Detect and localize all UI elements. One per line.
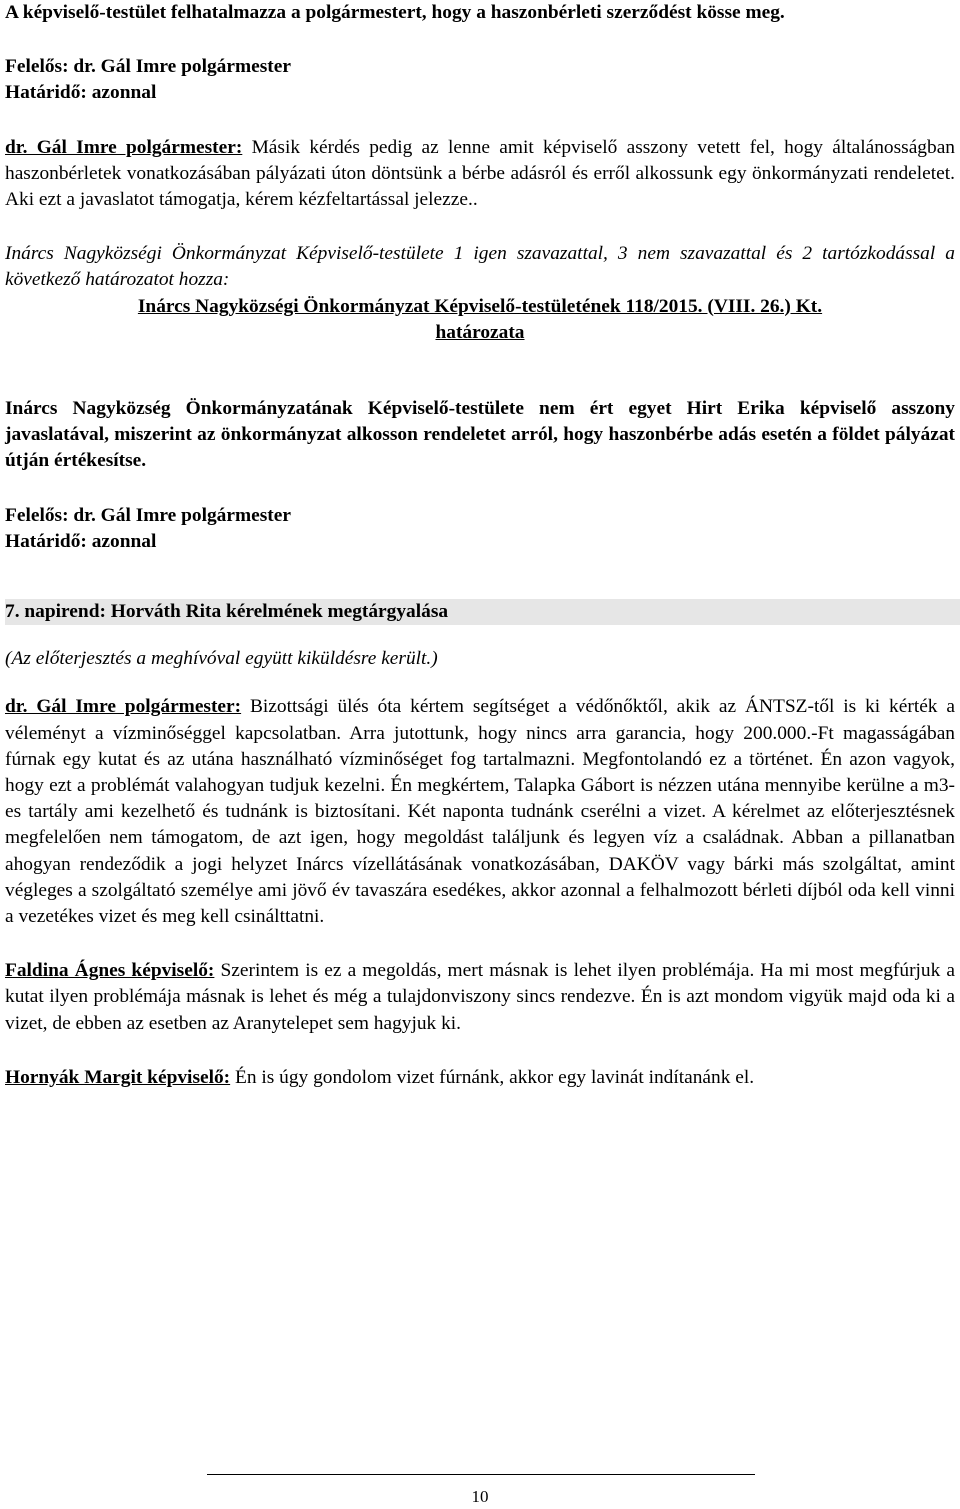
document-page: [5, 0, 955, 1091]
text-segment: Én is úgy gondolom vizet fúrnánk, akkor egy lavinát indítanánk el.: [230, 1066, 755, 1088]
resolution-body: [5, 396, 955, 475]
text-segment: határozata: [435, 321, 525, 343]
text-segment: Szerintem is ez a megoldás, mert másnak is lehet ilyen problémája. Ha mi most megfúrjuk a kutat ilyen problémája másnak is lehet és még a tulajdonviszony sincs rendezve. Én is azt mondom vigyük majd oda ki a vizet, de ebben az esetben az Aranytelepet sem hagyjuk ki.: [5, 960, 956, 1034]
mayor-question-paragraph: [5, 135, 955, 214]
text-segment: Inárcs Nagyközség Önkormányzatának Képviselő-testülete nem ért egyet Hirt Erika képviselő asszony javaslatával, miszerint az önkormányzat alkosson rendeletet arról, hogy haszonbérbe adás esetén a földet pályázat útján értékesítse.: [5, 398, 955, 472]
agenda-heading: [5, 599, 960, 625]
deadline-line-2: [5, 529, 955, 555]
text-segment: Határidő: azonnal: [5, 530, 157, 552]
text-segment: Határidő: azonnal: [5, 82, 157, 104]
agenda-note: [5, 646, 955, 672]
text-segment: (Az előterjesztés a meghívóval együtt kiküldésre került.): [5, 648, 438, 670]
text-segment: Másik kérdés pedig az lenne amit képviselő asszony vetett fel, hogy általánosságban haszonbérletek vonatkozásában pályázati úton döntsünk a bérbe adásról és erről alkossunk egy önkormányzati rendeletet. Aki ezt a javaslatot támogatja, kérem kézfeltartással jelezze..: [5, 136, 955, 211]
resolution-title: [5, 294, 955, 320]
text-segment: A képviselő-testület felhatalmazza a polgármestert, hogy a haszonbérleti szerződést kösse meg.: [5, 2, 785, 23]
speaker-label: dr. Gál Imre polgármester:: [5, 696, 242, 718]
responsible-line-2: [5, 503, 955, 529]
speaker-label: dr. Gál Imre polgármester:: [5, 136, 243, 158]
vote-paragraph: [5, 241, 955, 293]
deadline-line-1: [5, 80, 955, 106]
hornyak-paragraph: [5, 1065, 955, 1091]
resolution-subtitle: [5, 320, 955, 346]
text-segment: 7. napirend: Horváth Rita kérelmének megtárgyalása: [5, 601, 449, 623]
text-segment: Felelős: dr. Gál Imre polgármester: [5, 504, 291, 526]
speaker-label: Hornyák Margit képviselő:: [5, 1066, 231, 1088]
mayor-response-paragraph: [5, 694, 955, 930]
authorization-paragraph: [5, 0, 955, 26]
text-segment: Felelős: dr. Gál Imre polgármester: [5, 56, 291, 78]
footer-divider: [207, 1474, 755, 1475]
text-segment: Inárcs Nagyközségi Önkormányzat Képviselő-testületének 118/2015. (VIII. 26.) Kt.: [137, 295, 823, 317]
text-segment: Inárcs Nagyközségi Önkormányzat Képviselő-testülete 1 igen szavazattal, 3 nem szavazattal és 2 tartózkodással a következő határozatot hozza:: [5, 243, 955, 291]
text-segment: Bizottsági ülés óta kértem segítséget a védőnőktől, akik az ÁNTSZ-től is ki kérték a véleményt a vízminőséggel kapcsolatban. Arra jutottunk, hogy nincs arra garancia, hogy 200.000.-Ft magasságában fúrnak egy kutat és az utána használható vízminőséget fog tartalmazni. Megfontolandó ez a történet. Én azon vagyok, hogy ezt a problémát valahogyan tudjuk kezelni. Én megkértem, Talapka Gábort is nézzen utána mennyibe kerülne a m3-es tartály ami kezelhető és tudnánk is biztosítani. Két naponta tudnánk cserélni a vizet. A kérelmet az előterjesztésnek megfelelően nem támogatom, de azt igen, hogy megoldást találjunk és legyen víz a családnak. Abban a pillanatban ahogyan rendeződik a jogi helyzet Inárcs vízellátásának vonatkozásában, DAKÖV vagy bárki más szolgáltat, amint végleges a szolgáltató személye ami jövő év tavaszára esedékes, akkor azonnal a felhalmozott bérleti díjból oda kell vinni a vezetékes vizet és meg kell csinálttatni.: [5, 696, 955, 928]
page-number: 10: [471, 1487, 489, 1506]
faldina-paragraph: [5, 958, 955, 1037]
speaker-label: Faldina Ágnes képviselő:: [5, 960, 215, 982]
responsible-line-1: [5, 54, 955, 80]
